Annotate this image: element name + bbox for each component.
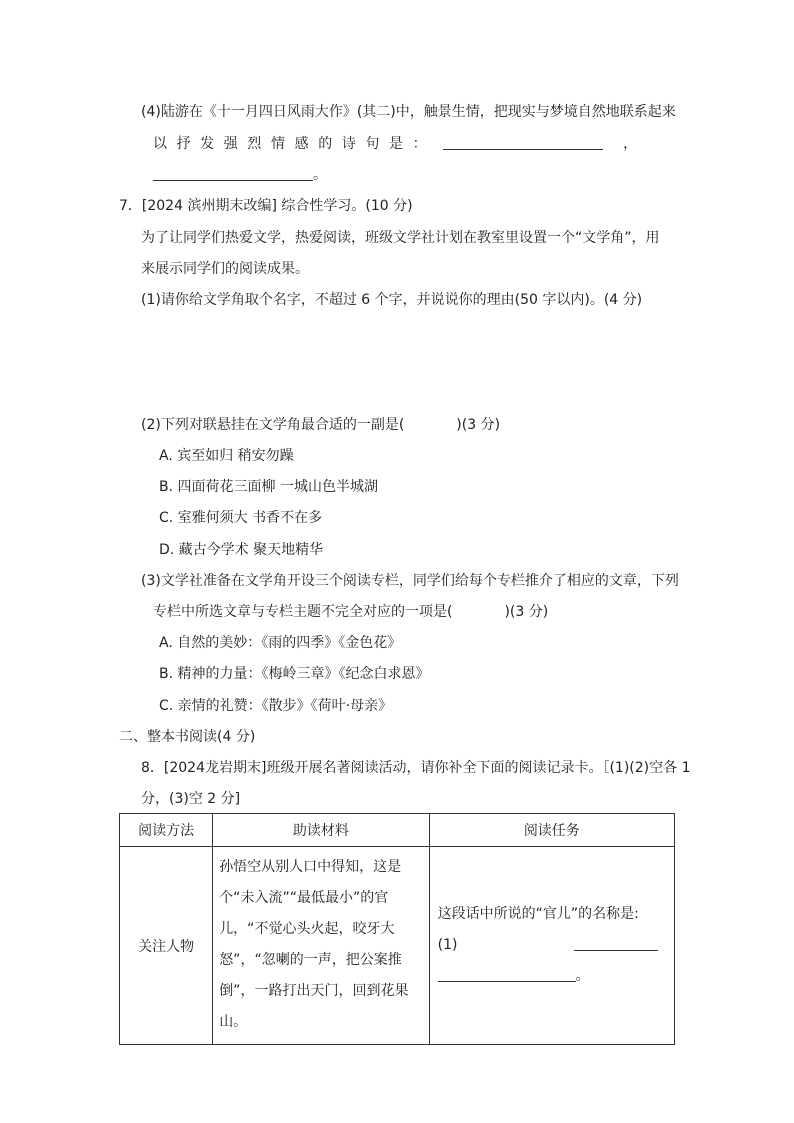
q7-sub3-line1: (3)文学社准备在文学角开设三个阅读专栏，同学们给每个专栏推介了相应的文章，下列	[141, 573, 679, 589]
q7-sub2-option-c: C. 室雅何须大 书香不在多	[159, 510, 323, 526]
task-answer-blank-1[interactable]	[574, 936, 658, 951]
q6-4-answer-blank-1[interactable]	[443, 135, 603, 150]
task-answer-blank-2[interactable]	[438, 967, 576, 982]
header-reading-task: 阅读任务	[429, 814, 674, 847]
q6-4-line3	[153, 165, 327, 185]
q7-header: 7．[2024 滨州期末改编] 综合性学习。(10 分)	[119, 198, 413, 214]
q8-header-line1: 8．[2024龙岩期末]班级开展名著阅读活动，请你补全下面的阅读记录卡。［(1)(2)空各 1	[141, 760, 691, 776]
q7-sub3-line2	[153, 602, 548, 622]
q7-sub2	[141, 415, 500, 435]
header-reading-method: 阅读方法	[120, 814, 213, 847]
q7-sub1: (1)请你给文学角取个名字，不超过 6 个字，并说说你的理由(50 字以内)。(4 分)	[141, 292, 643, 308]
q7-sub2-score: )(3 分)	[456, 417, 501, 433]
task-line-3	[438, 961, 666, 992]
q7-sub3-option-c: C. 亲情的礼赞：《散步》《荷叶·母亲》	[159, 698, 393, 714]
task-period: 。	[575, 968, 590, 984]
task-number: (1)	[437, 937, 458, 953]
reading-record-card	[119, 813, 675, 1045]
q7-sub3-text: 专栏中所选文章与专栏主题不完全对应的一项是(	[153, 604, 453, 620]
table-row	[120, 847, 675, 1045]
cell-task	[429, 847, 674, 1045]
q7-intro-line2: 来展示同学们的阅读成果。	[141, 261, 309, 277]
q7-sub2-text: (2)下列对联悬挂在文学角最合适的一副是(	[141, 417, 405, 433]
q6-4-comma: ，	[623, 136, 638, 152]
q7-sub2-option-d: D. 藏古今学术 聚天地精华	[159, 542, 324, 558]
q6-4-period: 。	[313, 167, 327, 183]
q6-4-answer-blank-2[interactable]	[153, 166, 313, 181]
q7-sub3-option-b: B. 精神的力量：《梅岭三章》《纪念白求恩》	[159, 666, 430, 682]
q7-sub2-option-a: A. 宾至如归 稍安勿躁	[159, 448, 294, 464]
q6-4-line1: (4)陆游在《十一月四日风雨大作》(其二)中，触景生情，把现实与梦境自然地联系起来	[141, 104, 676, 120]
header-reading-material: 助读材料	[213, 814, 429, 847]
q7-sub3-option-a: A. 自然的美妙：《雨的四季》《金色花》	[159, 635, 402, 651]
q6-4-line2	[153, 134, 637, 154]
q7-intro-line1: 为了让同学们热爱文学，热爱阅读，班级文学社计划在教室里设置一个“文学角”，用	[141, 230, 660, 246]
q8-header-line2: 分，(3)空 2 分]	[141, 791, 241, 807]
q7-sub2-option-b: B. 四面荷花三面柳 一城山色半城湖	[159, 479, 378, 495]
cell-method: 关注人物	[120, 847, 213, 1045]
q7-sub3-score: )(3 分)	[504, 604, 549, 620]
q6-4-prompt: 以抒发强烈情感的诗句是：	[153, 136, 437, 152]
section-2-title: 二、整本书阅读(4 分)	[119, 729, 256, 745]
table-header-row	[120, 814, 675, 847]
cell-material: 孙悟空从别人口中得知，这是个“未入流”“最低最小”的官儿，“不觉心头火起，咬牙大怒”，“忽喇的一声，把公案推倒”，一路打出天门，回到花果山。	[213, 847, 429, 1045]
task-prompt: 这段话中所说的“官儿”的名称是:	[437, 906, 639, 922]
task-line-2	[438, 930, 666, 961]
